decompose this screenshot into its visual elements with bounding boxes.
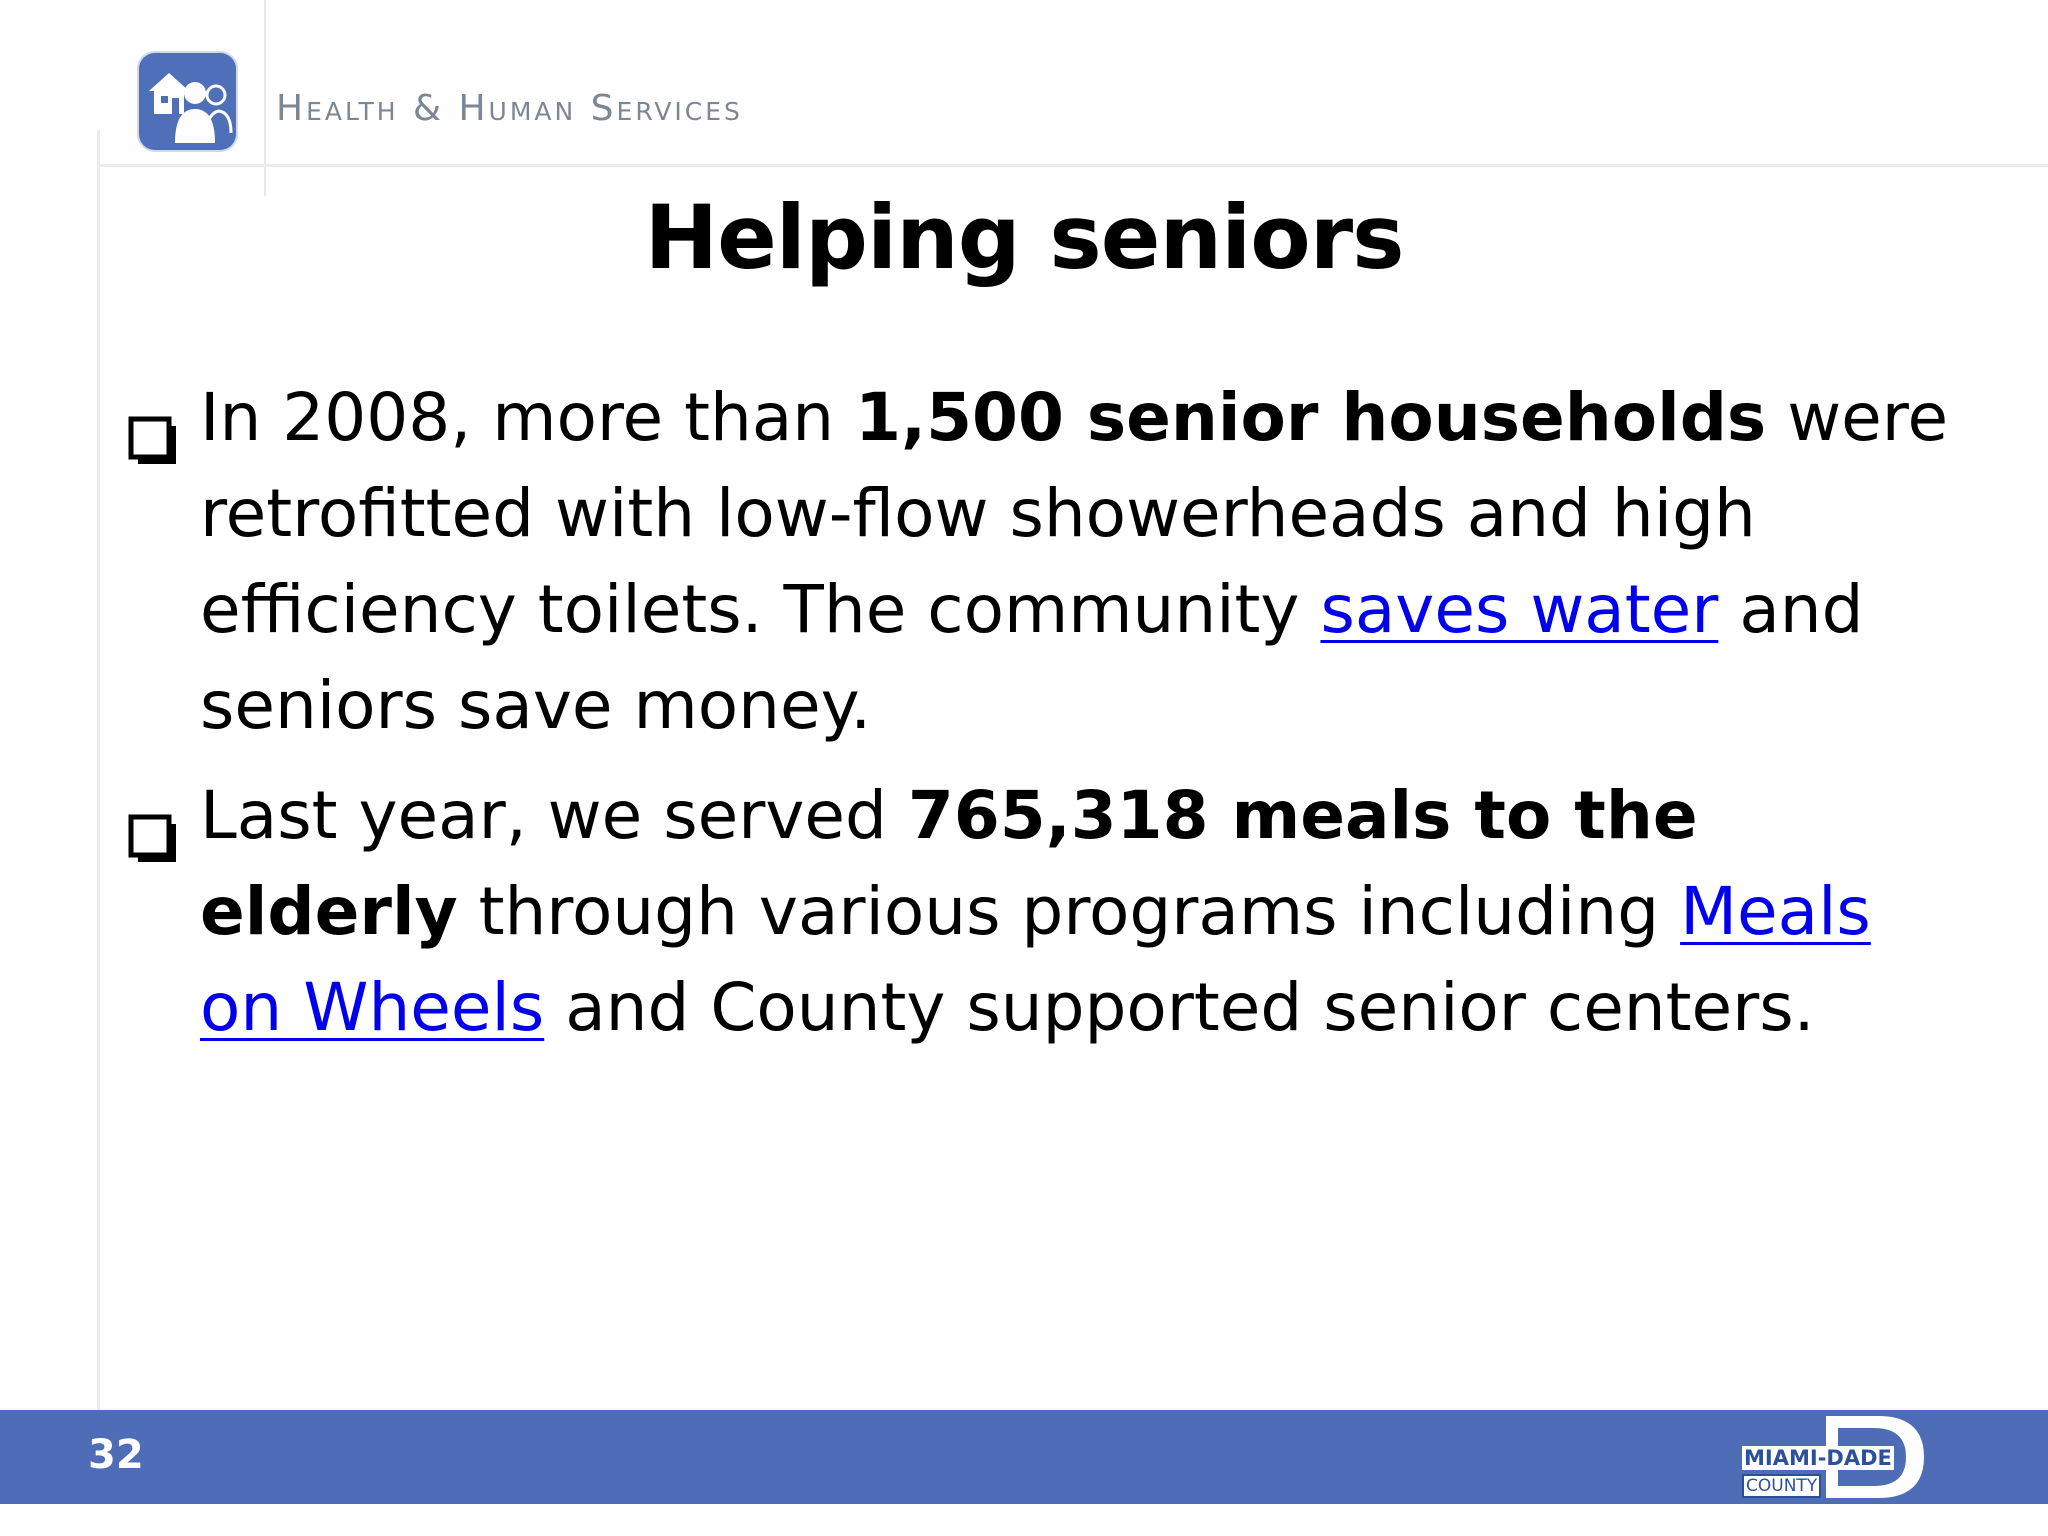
bottom-strip: [0, 1504, 2048, 1536]
bullet-list: [128, 370, 1958, 1070]
bullet-item: [128, 768, 1958, 1056]
org-name: Health & Human Services: [276, 88, 743, 129]
miami-dade-logo: [1738, 1414, 1924, 1500]
logo-text-line1: MIAMI-DADE: [1744, 1446, 1892, 1470]
page-number: 32: [88, 1432, 144, 1478]
bullet-highlight: 765,318 meals to the elderly: [200, 777, 1698, 950]
checkbox-bullet-icon: [128, 794, 178, 844]
bullet-item: [128, 370, 1958, 754]
bullet-text: and County supported senior centers.: [544, 969, 1815, 1046]
logo-text-line2: COUNTY: [1742, 1474, 1821, 1498]
header-divider: [97, 164, 2048, 167]
bullet-text: through various programs including: [457, 873, 1681, 950]
bullet-text: In 2008, more than: [200, 379, 856, 456]
footer-bar: [0, 1410, 2048, 1504]
bullet-highlight: 1,500 senior households: [855, 379, 1767, 456]
bullet-text: and seniors save money.: [200, 571, 1864, 744]
house-people-icon: [139, 53, 236, 150]
bullet-text: were retrofitted with low-flow showerheads and high efficiency toilets. The community: [200, 379, 1949, 648]
meals-on-wheels-link[interactable]: Meals on Wheels: [200, 873, 1871, 1046]
saves-water-link[interactable]: saves water: [1320, 571, 1719, 648]
checkbox-bullet-icon: [128, 396, 178, 446]
bullet-text: Last year, we served: [200, 777, 908, 854]
slide-title: Helping seniors: [644, 186, 1404, 289]
guide-line-left: [97, 130, 100, 1536]
